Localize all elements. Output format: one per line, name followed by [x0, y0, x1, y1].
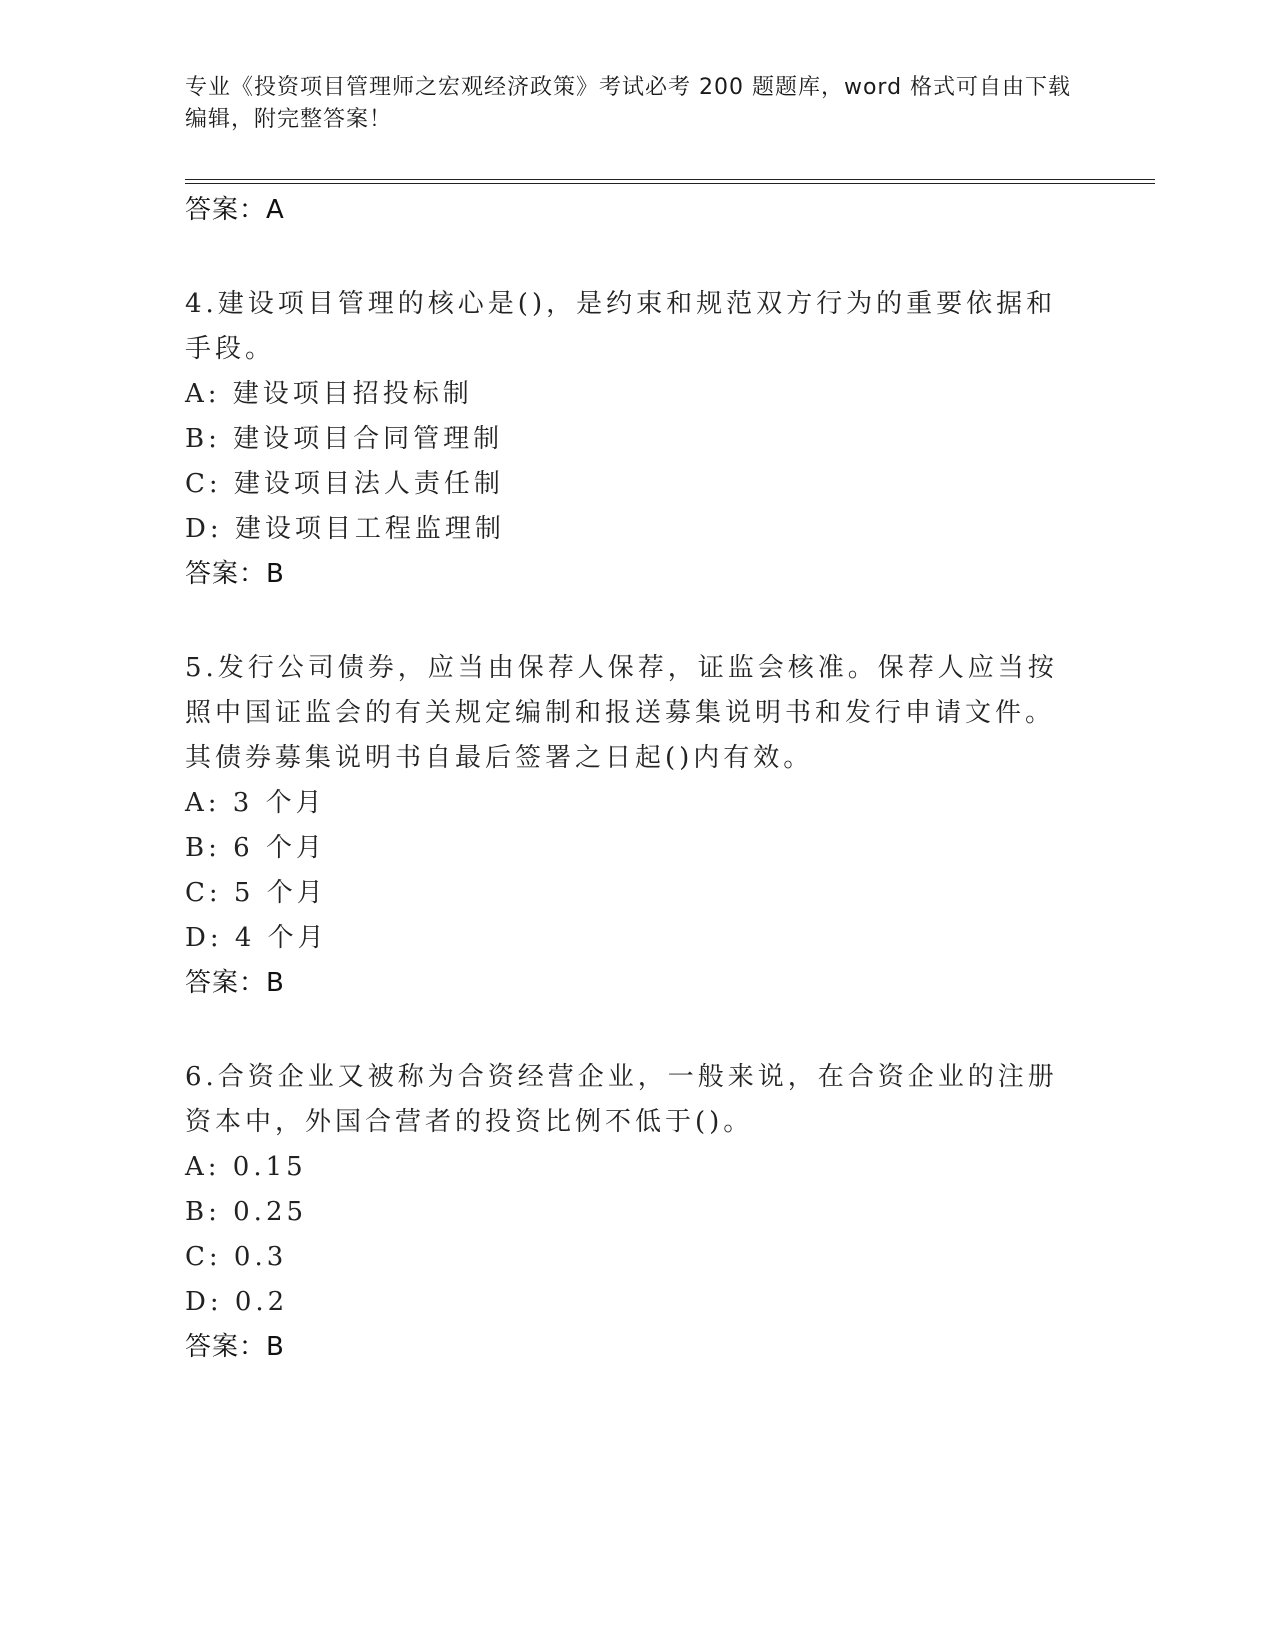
option-d: D: 4 个月 — [185, 923, 328, 953]
option-b: B: 0.25 — [185, 1197, 308, 1227]
page-header-title: 专业《投资项目管理师之宏观经济政策》考试必考 200 题题库，word 格式可自由下载编辑，附完整答案！ — [185, 75, 1072, 132]
option-b: B: 建设项目合同管理制 — [185, 424, 504, 454]
option-c: C: 5 个月 — [185, 878, 327, 908]
question-text: 4.建设项目管理的核心是()，是约束和规范双方行为的重要依据和手段。 — [185, 289, 1057, 364]
question-text: 6.合资企业又被称为合资经营企业，一般来说，在合资企业的注册资本中，外国合营者的投资比例不低于()。 — [185, 1062, 1058, 1137]
previous-answer: 答案：A — [185, 195, 285, 225]
option-a: A: 建设项目招投标制 — [185, 379, 473, 409]
question-5 — [185, 646, 1075, 1005]
answer: 答案：B — [185, 559, 285, 589]
option-b: B: 6 个月 — [185, 833, 326, 863]
question-6 — [185, 1055, 1075, 1369]
answer: 答案：B — [185, 968, 285, 998]
option-a: A: 3 个月 — [185, 788, 326, 818]
option-a: A: 0.15 — [185, 1152, 307, 1182]
document-body — [185, 188, 1075, 1369]
answer: 答案：B — [185, 1332, 285, 1362]
option-d: D: 建设项目工程监理制 — [185, 514, 505, 544]
option-c: C: 0.3 — [185, 1242, 288, 1272]
option-d: D: 0.2 — [185, 1287, 289, 1317]
question-text: 5.发行公司债券，应当由保荐人保荐，证监会核准。保荐人应当按照中国证监会的有关规定编制和报送募集说明书和发行申请文件。其债券募集说明书自最后签署之日起()内有效。 — [185, 653, 1058, 773]
option-c: C: 建设项目法人责任制 — [185, 469, 504, 499]
header-divider — [185, 179, 1155, 184]
question-4 — [185, 282, 1075, 596]
